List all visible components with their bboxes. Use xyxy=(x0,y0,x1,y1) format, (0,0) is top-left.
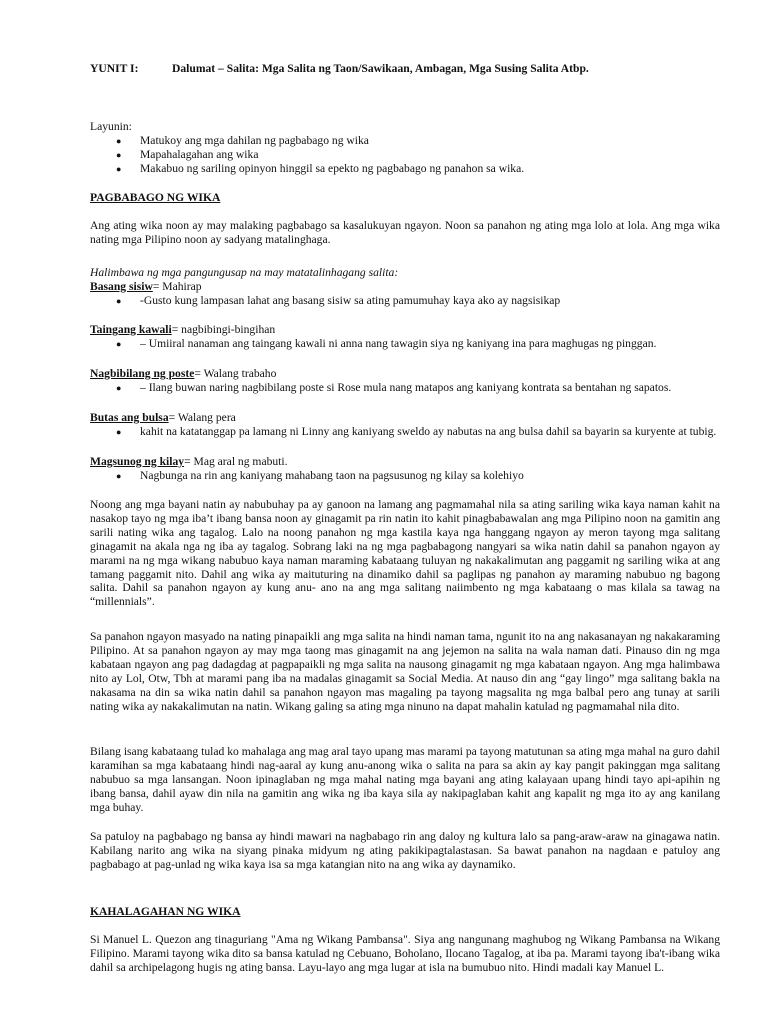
idiom-example: ● -Gusto kung lampasan lahat ang basang sisiw sa ating pamumuhay kaya ako ay nagsisikap xyxy=(116,293,561,307)
body-paragraph: Sa panahon ngayon masyado na nating pinapaikli ang mga salita na hindi naman tama, ngunit ito na ang nakasanayan ng nakakaraming Pilipino. At sa panahon ngayon ay may mga taong mas ginagamit na ang jejemon na salita na wala naman dati. Pinauso din ng mga kabataan ngayon ang pag dadagdag at pagpapaikli ng mga salita na nausong ginagamit ng mga kabataan ngayon. Ang mga halimbawa nito ay Lol, Otw, Tbh at marami pang iba na madalas ginagamit sa Social Media. At nauso din ang “gay lingo” mga salitang bakla na nakasama na din sa wika natin dahil sa panahon ngayon mas magaling pa tayong magsalita ng mga balbal pero ang tunay at sarili nating wika ay nakakalimutan na natin. Wikang galing sa ating mga ninuno na dapat mahalin katulad ng pagmamahal nila dito. xyxy=(90,630,720,713)
intro-paragraph: Ang ating wika noon ay may malaking pagbabago sa kasalukuyan ngayon. Noon sa panahon ng ating mga lolo at lola. Ang mga wika nating mga Pilipino noon ay sadyang matalinghaga. xyxy=(90,219,720,246)
objective-item: ● Mapahalagahan ang wika xyxy=(116,147,259,161)
body-paragraph: Sa patuloy na pagbabago ng bansa ay hindi mawari na nagbabago rin ang daloy ng kultura lalo sa pang-araw-araw na ginagawa natin. Kabilang narito ang wika na siyang pinaka midyum ng ating pakikipagtalastasan. Sa bawat panahon na nagdaan e patuloy ang pagbabago at pag-unlad ng wika kaya isa sa mga katangian nito na ang wika ay daynamiko. xyxy=(90,830,720,871)
idiom-meaning: = Mag aral ng mabuti. xyxy=(184,455,288,468)
idiom-entry xyxy=(90,455,720,483)
body-paragraph: Bilang isang kabataang tulad ko mahalaga ang mag aral tayo upang mas marami pa tayong matutunan sa ating mga mahal na guro dahil karamihan sa mga kabataang hindi nag-aaral ay kung anu-anong wika o salita na para sa akin ay kay pangit pakinggan mga salitang nabubuo sa mga lansangan. Noon ipinaglaban ng mga mahal nating mga bayani ang ating kalayaan upang hindi tayo api-apihin ng ibang bansa, dahil ayaw din nila na gamitin ang wika ng iba kaya sila ay nakipaglaban kahit ang kapalit ng mga ito ay ang kanilang mga buhay. xyxy=(90,745,720,814)
unit-topic: Dalumat – Salita: Mga Salita ng Taon/Sawikaan, Ambagan, Mga Susing Salita Atbp. xyxy=(172,62,589,75)
idiom-entry xyxy=(90,411,720,439)
idiom-term: Basang sisiw xyxy=(90,280,153,293)
objectives-list xyxy=(90,134,720,176)
bullet-icon: ● xyxy=(116,149,122,160)
section-heading-pagbabago: PAGBABAGO NG WIKA xyxy=(90,191,221,204)
unit-header xyxy=(90,62,720,76)
bullet-icon: ● xyxy=(116,295,122,306)
bullet-icon: ● xyxy=(116,135,122,146)
idiom-example: ● Nagbunga na rin ang kaniyang mahabang taon na pagsusunog ng kilay sa kolehiyo xyxy=(116,468,524,482)
idiom-meaning: = Walang pera xyxy=(168,411,236,424)
body-paragraph: Si Manuel L. Quezon ang tinaguriang "Ama ng Wikang Pambansa". Siya ang nangunang maghubog ng Wikang Pambansa na Wikang Filipino. Marami tayong wika dito sa bansa katulad ng Cebuano, Boholano, Ilocano Tagalog, at iba pa. Marami tayong iba't-ibang wika dahil sa archipelagong hugis ng ating bansa. Layu-layo ang mga lugar at isla na bumubuo nito. Hindi madali kay Manuel L. xyxy=(90,933,720,974)
idiom-example: ● kahit na katatanggap pa lamang ni Linny ang kaniyang sweldo ay nabutas na ang bulsa dahil sa bayarin sa kuryente at tubig. xyxy=(116,424,717,438)
idiom-example: ● – Ilang buwan naring nagbibilang poste si Rose mula nang matapos ang kaniyang kontrata sa bentahan ng sapatos. xyxy=(116,380,672,394)
section-heading-kahalagahan: KAHALAGAHAN NG WIKA xyxy=(90,905,241,918)
idiom-entry xyxy=(90,280,720,308)
body-paragraph: Noong ang mga bayani natin ay nabubuhay pa ay ganoon na lamang ang pagmamahal nila sa ating sariling wika kaya naman kahit na nasakop tayo ng mga iba’t ibang bansa noon ay ginagamit pa rin natin ito kahit pinagbabawalan ang mga Pilipino noon na gamitin ang sarili nating wika ang tagalog. Lalo na noong panahon ng mga kastila kaya nga hanggang ngayon ay meron tayong mga salitang ginagamit na akala nga ng iba ay tagalog. Sobrang laki na ng mga pagbabagong nangyari sa wika natin dahil sa panahon ngayon ay marami na ng mga wikang nabubuo kaya naman maraming kabataang tuluyan ng nakakalimutan ang paggamit ng sariling wika at ang tamang paggamit nito. Dahil ang wika ay maituturing na dinamiko dahil sa paglipas ng panahon ay maraming nabubuo ng bagong salita. Dahil sa panahon ngayon ay kung anu- ano na ang mga salitang naiimbento ng mga kabataang o mas kilala sa tawag na “millennials”. xyxy=(90,498,720,609)
bullet-icon: ● xyxy=(116,163,122,174)
objectives-block xyxy=(90,120,720,176)
examples-label: Halimbawa ng mga pangungusap na may matatalinhagang salita: xyxy=(90,266,399,279)
bullet-icon: ● xyxy=(116,382,122,393)
unit-label: YUNIT I: xyxy=(90,62,139,75)
idiom-term: Magsunog ng kilay xyxy=(90,455,185,468)
objectives-label: Layunin: xyxy=(90,120,132,133)
idiom-term: Nagbibilang ng poste xyxy=(90,367,195,380)
idiom-meaning: = nagbibingi-bingihan xyxy=(171,323,276,336)
idiom-term: Taingang kawali xyxy=(90,323,172,336)
idiom-meaning: = Mahirap xyxy=(152,280,202,293)
idiom-entry xyxy=(90,323,720,351)
idiom-term: Butas ang bulsa xyxy=(90,411,169,424)
objective-item: ● Matukoy ang mga dahilan ng pagbabago ng wika xyxy=(116,133,369,147)
bullet-icon: ● xyxy=(116,338,122,349)
bullet-icon: ● xyxy=(116,426,122,437)
idiom-example: ● – Umiiral nanaman ang taingang kawali ni anna nang tawagin siya ng kaniyang ina para maghugas ng pinggan. xyxy=(116,336,657,350)
bullet-icon: ● xyxy=(116,470,122,481)
idiom-entry xyxy=(90,367,720,395)
idiom-meaning: = Walang trabaho xyxy=(194,367,277,380)
objective-item: ● Makabuo ng sariling opinyon hinggil sa epekto ng pagbabago ng panahon sa wika. xyxy=(116,161,525,175)
